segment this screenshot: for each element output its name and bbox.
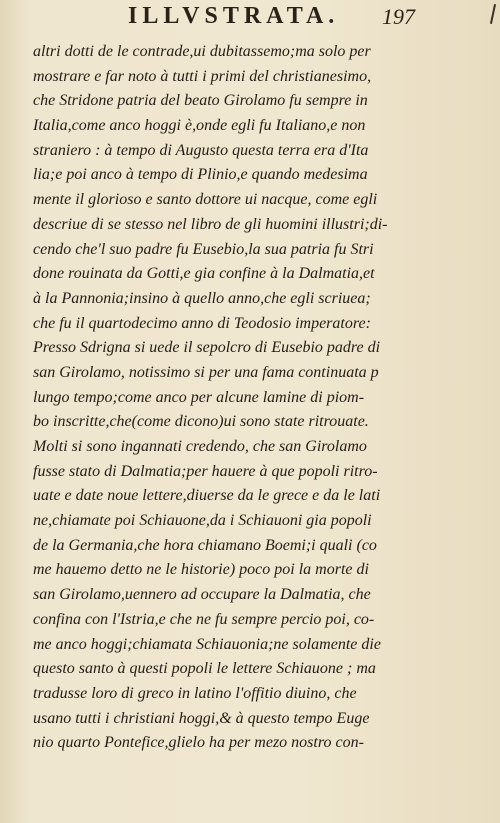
page-header: [0, 0, 500, 40]
text-line: nio quarto Pontefice,glielo ha per mezo nostro con-: [33, 734, 364, 752]
text-line: à la Pannonia;insino à quello anno,che egli scriuea;: [33, 289, 371, 307]
text-line: tradusse loro di greco in latino l'offitio diuino, che: [33, 684, 357, 702]
text-line: uate e date noue lettere,diuerse da le grece e da le lati: [33, 487, 381, 505]
text-line: descriue di se stesso nel libro de gli huomini illustri;di-: [33, 215, 388, 233]
text-line: confina con l'Istria,e che ne fu sempre percio poi, co-: [33, 610, 375, 628]
text-line: straniero : à tempo di Augusto questa terra era d'Ita: [33, 141, 369, 159]
text-line: fusse stato di Dalmatia;per hauere à que popoli ritro-: [33, 462, 378, 480]
text-line: Italia,come anco hoggi è,onde egli fu Italiano,e non: [33, 117, 366, 135]
text-line: cendo che'l suo padre fu Eusebio,la sua patria fu Stri: [33, 240, 374, 258]
text-line: Presso Sdrigna si uede il sepolcro di Eusebio padre di: [33, 339, 381, 357]
text-line: altri dotti de le contrade,ui dubitassemo;ma solo per: [33, 43, 371, 60]
running-head: ILLVSTRATA.: [128, 3, 340, 29]
text-line: lia;e poi anco à tempo di Plinio,e quando medesima: [33, 166, 368, 184]
text-line: che fu il quartodecimo anno di Teodosio imperatore:: [33, 314, 371, 332]
text-line: de la Germania,che hora chiamano Boemi;i quali (co: [33, 536, 377, 554]
text-line: bo inscritte,che(come dicono)ui sono state ritrouate.: [33, 413, 369, 431]
text-line: usano tutti i christiani hoggi,& à questo tempo Euge: [33, 709, 370, 727]
text-line: mostrare e far noto à tutti i primi del christianesimo,: [33, 67, 372, 85]
text-line: ne,chiamate poi Schiauone,da i Schiauoni gia popoli: [33, 512, 372, 530]
text-line: done rouinata da Gotti,e gia confine à la Dalmatia,et: [33, 265, 375, 283]
text-line: san Girolamo, notissimo si per una fama continuata p: [33, 363, 379, 381]
page-number: 197: [382, 4, 415, 29]
body-text: [33, 40, 453, 756]
text-line: questo santo à questi popoli le lettere Schiauone ; ma: [33, 660, 376, 678]
text-line: Molti si sono ingannati credendo, che san Girolamo: [33, 438, 367, 455]
text-line: me hauemo detto ne le historie) poco poi la morte di: [33, 561, 369, 579]
text-line: san Girolamo,uennero ad occupare la Dalmatia, che: [33, 586, 371, 604]
text-line: lungo tempo;come anco per alcune lamine di piom-: [33, 388, 365, 406]
text-line: mente il glorioso e santo dottore ui nacque, come egli: [33, 191, 378, 209]
text-line: me anco hoggi;chiamata Schiauonia;ne solamente die: [33, 635, 381, 653]
text-line: che Stridone patria del beato Girolamo fu sempre in: [33, 92, 368, 110]
margin-mark: [490, 4, 496, 24]
